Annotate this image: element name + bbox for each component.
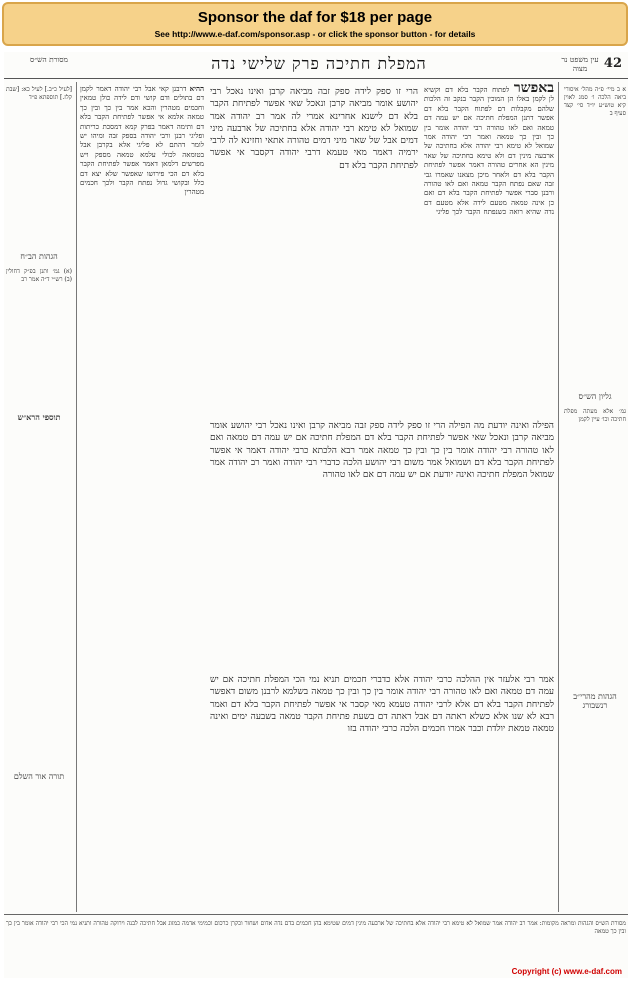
gemara-text-2: הפילה ואינה יודעת מה הפילה הרי זו ספק לידה ספק זבה מביאה קרבן ואינו נאכל רבי יהושע אומר מביאה קרבן ונאכל שאי אפשר לפתיחת הקבר בלא דם המפלת חתיכה אם יש עמה דם טמאה ואם לאו טהורה רבי יהודה אומר בין כך ובין כך טמאה אמר רבא הלכתא כרבי יהודה דאמר אי אפשר לפתיחת הקבר בלא דם ושמואל אמר משום רבי יהושע הלכה כדברי רבי יהודה ואמר רב יהודה אמר שמואל המפלת חתיכה ואינה יודעת אם יש עמה דם אם לאו טהורה [210,421,554,481]
page-title: המפלת חתיכה פרק שלישי נדה [211,54,427,73]
hagahot-habach-text: (א) גמ׳ ותנן בפ״ק דחולין (ב) רש״י ד״ה אמר רב [6,268,72,283]
gemara-text-1: הרי זו ספק לידה ספק זבה מביאה קרבן ואינו נאכל רבי יהושע אומר מביאה קרבן ונאכל שאי אפשר לפתיחת הקבר בלא דם לישנא אחרינא אמרי לה אמר רב יהודה אמר שמואל לא טימא רבי יהודה אלא בחתיכה של ארבעה מיני דמים אבל של שאר מיני דמים טהורה אתאי וחזינא לה לרבי ירמיה דאמר מאי טעמא דרבי יהודה דקסבר אי אפשר לפתיחת הקבר בלא דם [210,87,418,171]
tosafot-opening-word: ההיא [189,84,204,93]
page-header [4,52,628,79]
sponsor-title[interactable]: Sponsor the daf for $18 per page [197,9,433,26]
tosafot-column [80,84,204,904]
rashi-opening-word: באפשר [513,84,554,96]
hagahot-mahariv-label: הגהות מהרי״ב רנשבורג [573,692,617,710]
gemara-top-block [210,86,418,416]
mesoret-hashas-header: מסורת הש״ס [29,55,68,64]
mesoret-hashas-column: [לעיל כ״ב.] לעיל כא: [שבת קלז.] תוספתא פ״ד [6,86,72,101]
footer-divider [4,914,628,915]
talmud-page [4,52,628,978]
gemara-middle-block [210,420,554,670]
hagahot-habach-label: הגהות הב״ח [20,252,58,261]
torah-or-label: תורה אור השלם [13,772,65,781]
footer-notes: מסורת הש״ס והגהות ומראה מקומות: אמר רב יהודה אמר שמואל לא טימא רבי יהודה אלא בחתיכה של ארבעה מינין דמים שטימא בהן חכמים בדם נדה אדום ושחור וכקרן כרכום וכמימי אדמה כמזוג אבל חתיכה לבנה וירוקה טהורה ותניא נמי הכי רבי יהודה אומר בין כך ובין כך טמאה [6,920,626,935]
gilyon-hashas-label: גליון הש״ס [578,392,612,401]
sponsor-banner[interactable] [2,2,628,46]
gemara-bottom-block [210,674,554,910]
sponsor-subtitle[interactable]: See http://www.e-daf.com/sponsor.asp - or click the sponsor button - for details [154,29,476,39]
gemara-text-3: אמר רבי אלעזר אין ההלכה כרבי יהודה אלא כדברי חכמים תניא נמי הכי המפלת חתיכה אם יש עמה דם טמאה ואם לאו טהורה רבי יהודה אומר בין כך ובין כך טמאה בשלמא לרבנן משום דאפשר לפתיחת הקבר בלא דם אלא לרבי יהודה טעמא מאי קסבר אי אפשר לפתיחת הקבר בלא דם ואמר רבא לא שנו אלא כשלא ראתה דם אבל ראתה דם בשעת פתיחת הקבר טמאה בשבעה ימים ואינה טמאה טמאת יולדת וכבר אמרו חכמים הלכה כרבי יהודה בזו [210,675,554,735]
ein-mishpat-header: עין משפט נר מצוה [561,55,599,73]
left-margin-divider [76,82,77,912]
right-margin-divider [558,82,559,912]
page-number: 42 [603,56,622,71]
gilyon-hashas-text: גמ׳ אלא מעתה מפלת חתיכה וכו׳ עיין לקמן [564,408,626,423]
tosafot-harosh-label: תוספי הרא״ש [17,412,61,422]
ein-mishpat-column: א ב מיי׳ פ״ה מהל׳ איסורי ביאה הלכה ו׳ סמג לאוין קיא טוש״ע יו״ד סי׳ קצד סעיף ב [564,86,626,117]
rashi-text: לפתוח הקבר בלא דם וקשיא לן לקמן באלו הן המוכין הקבר בנקב זה הלכות שלהם מקבלות דם לפתוח הקבר בלא דם אפשר דתנן המפלת חתיכה אם יש עמה דם טמאה ואם לאו טהורה רבי יהודה אומר בין כך ובין כך טמאה ואמר רבי יהודה אמר שמואל לא טימא רבי יהודה אלא בחתיכה של ארבעה מינין דם ולא טימא בחתיכה של שאר מינין הא אחרים טהורה דאמר אפשר לפתיחת הקבר בלא דם ולאחר מיכן מצאנו שאמרו גבי זבה שאם נפתח הקבר טמאה ואם לאו טהורה ורבנן סברי אפשר לפתיחת הקבר בלא דם ואם כן אינה טמאה מטעם לידה אלא מטעם דם נדה שהיא רואה כשנפתח הקבר לכך פליגי [424,86,554,217]
rashi-column [424,84,554,414]
tosafot-text: דרבנן קאי אבל רבי יהודה דאמר לקמן דם בתולים ודם קושי ודם לידה כולן טמאין וחכמים מטהרין והכא אמר בין כך ובין כך טמאה אלמא אי אפשר לפתיחת הקבר בלא דם ותימה דאמר בפרק קמא דמסכת כריתות ופליגי רבנן ורבי יהודה בספק זבה ומיהו יש לומר דהתם לא פליגי אלא בקרבן אבל בטומאה לכולי עלמא טמאה מספק ויש מפרשים דלמאן דאמר אפשר לפתיחת הקבר בלא דם הכי פירושו שאפשר שלא יצא דם כלל ובקושי גדול נפתח הקבר ולכך חכמים מטהרין [80,85,204,197]
copyright-notice[interactable]: Copyright (c) www.e-daf.com [511,967,622,976]
